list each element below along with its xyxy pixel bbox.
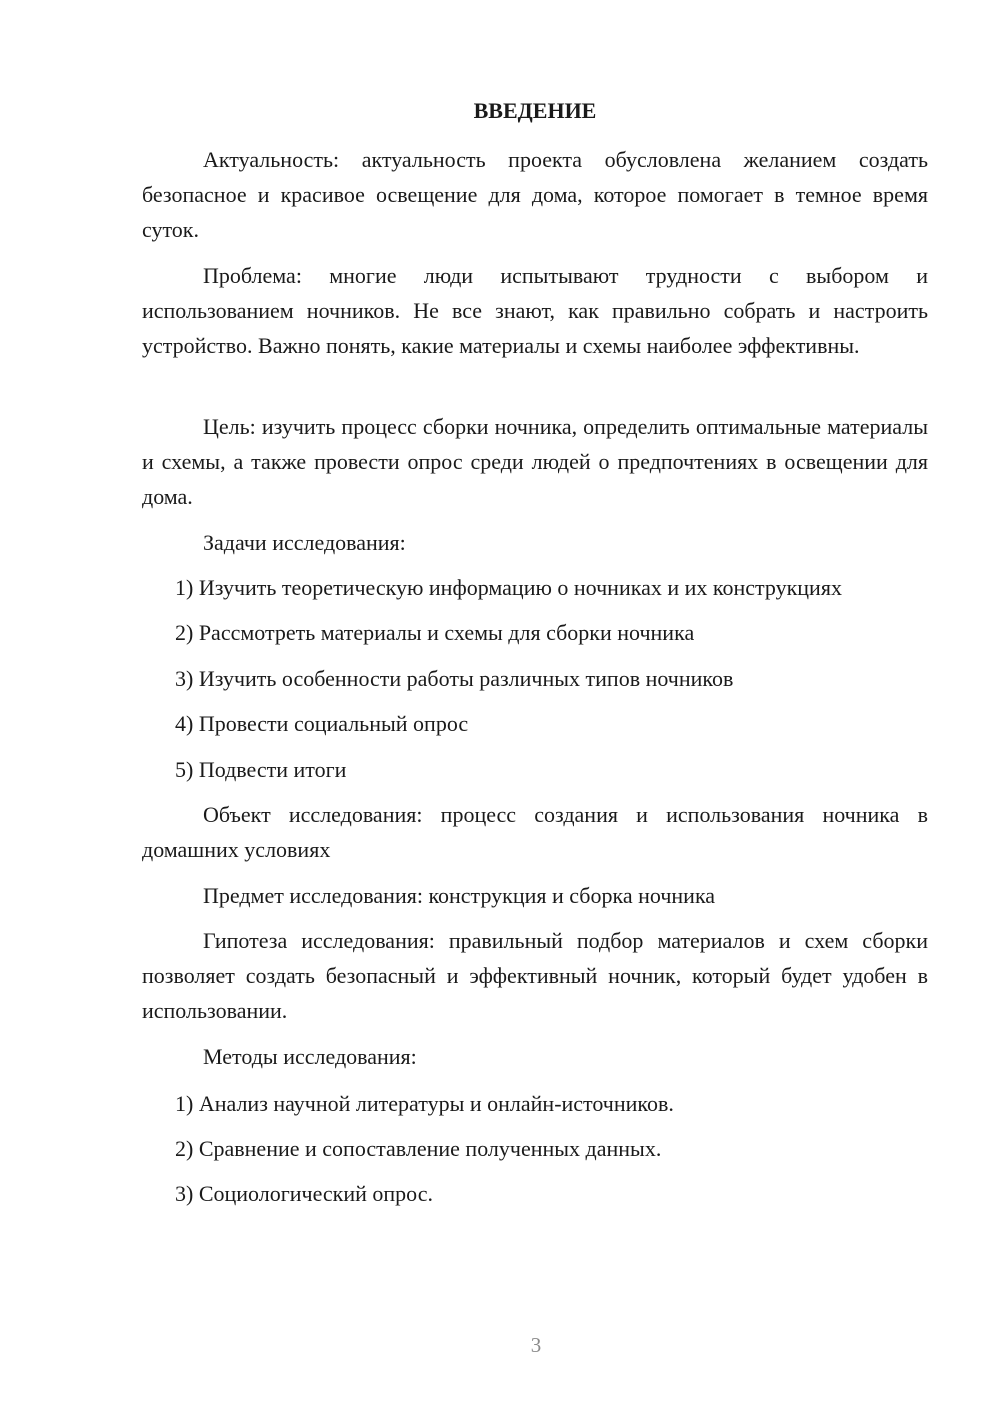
method-item: 2) Сравнение и сопоставление полученных данных. bbox=[175, 1136, 662, 1161]
relevance-paragraph: Актуальность: актуальность проекта обусловлена желанием создать безопасное и красивое освещение для дома, которое помогает в темное время суток. bbox=[142, 147, 928, 242]
subject-paragraph: Предмет исследования: конструкция и сборка ночника bbox=[203, 883, 716, 908]
hypothesis-paragraph: Гипотеза исследования: правильный подбор материалов и схем сборки позволяет создать безопасный и эффективный ночник, который будет удобен в использовании. bbox=[142, 928, 928, 1023]
methods-heading: Методы исследования: bbox=[203, 1044, 417, 1069]
task-item: 2) Рассмотреть материалы и схемы для сборки ночника bbox=[175, 620, 695, 645]
object-paragraph: Объект исследования: процесс создания и использования ночника в домашних условиях bbox=[142, 802, 928, 862]
task-item: 3) Изучить особенности работы различных типов ночников bbox=[175, 666, 734, 691]
task-item: 1) Изучить теоретическую информацию о ночниках и их конструкциях bbox=[175, 575, 842, 600]
task-item: 5) Подвести итоги bbox=[175, 757, 347, 782]
tasks-heading: Задачи исследования: bbox=[203, 530, 406, 555]
method-item: 1) Анализ научной литературы и онлайн-источников. bbox=[175, 1091, 674, 1116]
page-number: 3 bbox=[530, 1333, 542, 1357]
goal-paragraph: Цель: изучить процесс сборки ночника, определить оптимальные материалы и схемы, а также провести опрос среди людей о предпочтениях в освещении для дома. bbox=[142, 414, 928, 509]
problem-paragraph: Проблема: многие люди испытывают трудности с выбором и использованием ночников. Не все знают, как правильно собрать и настроить устройство. Важно понять, какие материалы и схемы наиболее эффективны. bbox=[142, 263, 928, 358]
method-item: 3) Социологический опрос. bbox=[175, 1181, 433, 1206]
section-heading: ВВЕДЕНИЕ bbox=[473, 98, 597, 123]
task-item: 4) Провести социальный опрос bbox=[175, 711, 469, 736]
